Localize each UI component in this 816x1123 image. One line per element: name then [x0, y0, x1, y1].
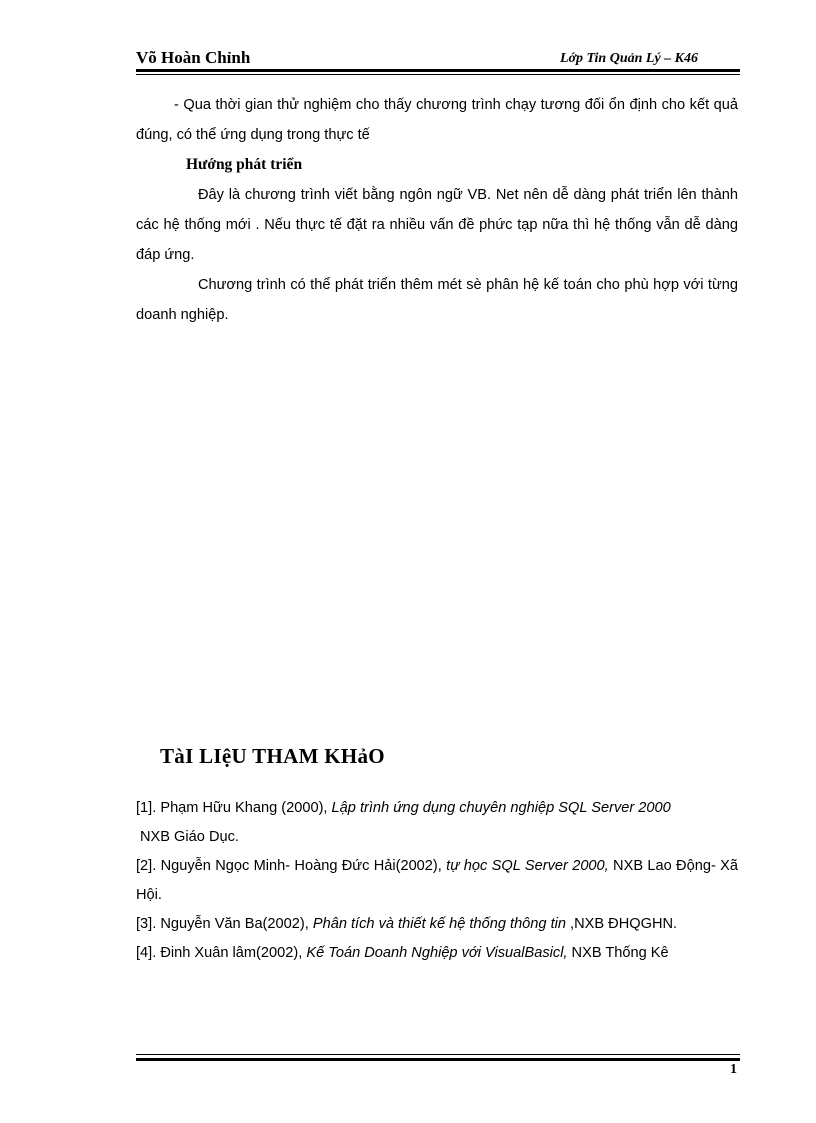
header-rule-thick — [136, 69, 740, 72]
reference-item — [136, 852, 738, 910]
reference-authors: [3]. Nguyễn Văn Ba(2002), — [136, 916, 313, 932]
header-class: Lớp Tin Quản Lý – K46 — [559, 51, 698, 66]
paragraph-development: Đây là chương trình viết bằng ngôn ngữ VB. Net nên dễ dàng phát triển lên thành các hệ thống mới . Nếu thực tế đặt ra nhiều vấn đề phức tạp nữa thì hệ thống vẫn dễ dàng đáp ứng. — [136, 187, 738, 263]
section-heading: Hướng phát triển — [186, 156, 303, 173]
reference-title: Kế Toán Doanh Nghiệp với VisualBasicl, — [306, 945, 568, 961]
reference-title: Lập trình ứng dụng chuyên nghiệp SQL Server 2000 — [331, 800, 671, 816]
reference-title: tự học SQL Server 2000, — [446, 858, 609, 874]
reference-publisher: NXB Lao Động- Xã Hội. — [136, 858, 738, 903]
paragraph-conclusion: - Qua thời gian thử nghiệm cho thấy chương trình chạy tương đối ổn định cho kết quả đúng, có thể ứng dụng trong thực tế — [136, 97, 738, 143]
footer-rule-thick — [136, 1058, 740, 1061]
paragraph-extension: Chương trình có thể phát triển thêm mét sè phân hệ kế toán cho phù hợp với từng doanh nghiệp. — [136, 277, 738, 323]
reference-publisher: NXB Thống Kê — [567, 945, 669, 961]
body-section — [136, 90, 738, 330]
reference-authors: [2]. Nguyễn Ngọc Minh- Hoàng Đức Hải(2002), — [136, 858, 447, 874]
reference-publisher: NXB Giáo Dục. — [140, 829, 239, 845]
references-title: TàI LIệU THAM KHảO — [160, 744, 385, 768]
header-author: Võ Hoàn Chỉnh — [136, 48, 251, 67]
reference-item — [136, 910, 738, 939]
header-rule-thin — [136, 74, 740, 75]
reference-item — [136, 794, 738, 852]
page-number: 1 — [730, 1062, 737, 1077]
reference-title: Phân tích và thiết kế hệ thống thông tin — [312, 916, 566, 932]
reference-authors: [1]. Phạm Hữu Khang (2000), — [136, 800, 332, 816]
reference-publisher: ,NXB ĐHQGHN. — [566, 916, 678, 932]
footer-rule-thin — [136, 1054, 740, 1055]
references-list — [136, 794, 738, 968]
reference-item — [136, 939, 738, 968]
reference-authors: [4]. Đinh Xuân lâm(2002), — [136, 945, 307, 961]
